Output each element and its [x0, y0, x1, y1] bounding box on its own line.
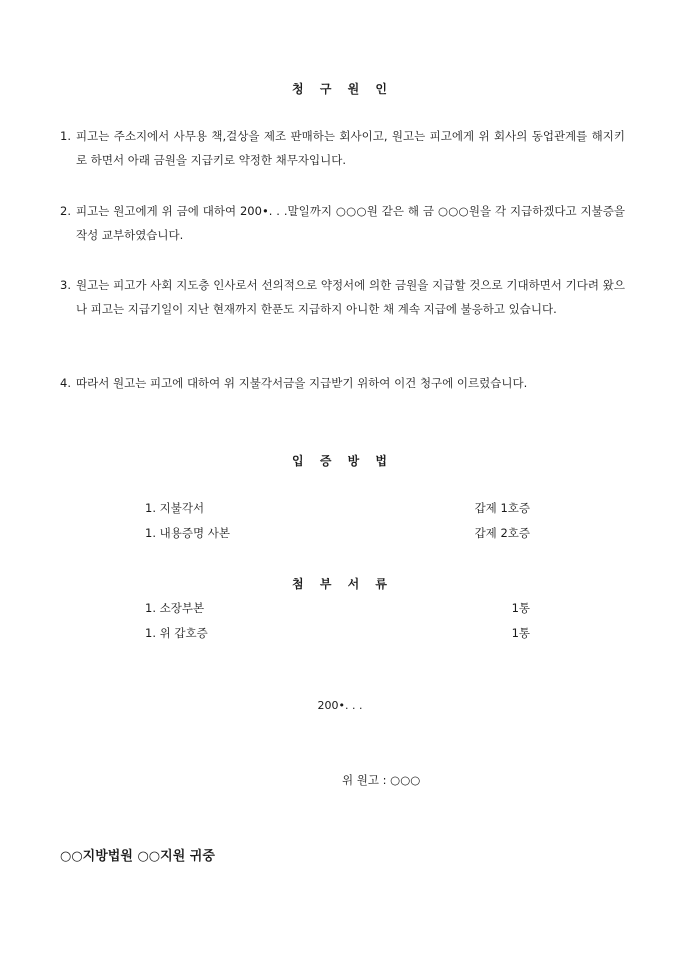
claim-text: 원고는 피고가 사회 지도층 인사로서 선의적으로 약정서에 의한 금원을 지급할 것으로 기대하면서 기다려 왔으나 피고는 지급기일이 지난 현재까지 한푼도 지급하지 아니한 채 계속 지급에 불응하고 있습니다. [76, 278, 625, 316]
attachments-title: 첨 부 서 류 [292, 577, 388, 591]
claim-item-1 [60, 124, 625, 172]
evidence-title: 입 증 방 법 [292, 454, 388, 468]
evidence-row-2 [145, 525, 530, 543]
claim-item-2 [60, 199, 625, 247]
court-addressee: ○○지방법원 ○○지원 귀중 [60, 849, 215, 864]
evidence-value: 갑제 1호증 [474, 501, 530, 515]
attachment-row-2 [145, 625, 530, 643]
claim-item-3 [60, 273, 625, 321]
claim-number: 2. [60, 204, 71, 218]
plaintiff-signature: 위 원고 : ○○○ [342, 773, 421, 787]
evidence-value: 갑제 2호증 [474, 526, 530, 540]
filing-date: 200•. . . [317, 699, 363, 712]
evidence-label: 1. 지불각서 [145, 501, 205, 515]
claim-text: 피고는 원고에게 위 금에 대하여 200•. . .말일까지 ○○○원 같은 해 금 ○○○원을 각 지급하겠다고 지불증을 작성 교부하였습니다. [76, 204, 625, 242]
claim-number: 1. [60, 129, 71, 143]
claim-text: 피고는 주소지에서 사무용 책,걸상을 제조 판매하는 회사이고, 원고는 피고에게 위 회사의 동업관계를 해지키로 하면서 아래 금원을 지급키로 약정한 채무자입니다. [76, 129, 625, 167]
attachment-label: 1. 위 갑호증 [145, 626, 208, 640]
claim-cause-title: 청 구 원 인 [292, 82, 388, 96]
attachment-row-1 [145, 600, 530, 618]
attachment-value: 1통 [511, 626, 530, 640]
claim-item-4 [60, 371, 625, 395]
claim-number: 4. [60, 376, 71, 390]
claim-text: 따라서 원고는 피고에 대하여 위 지불각서금을 지급받기 위하여 이건 청구에 이르렀습니다. [76, 376, 528, 390]
attachment-label: 1. 소장부본 [145, 601, 205, 615]
claim-number: 3. [60, 278, 71, 292]
attachment-value: 1통 [511, 601, 530, 615]
evidence-label: 1. 내용증명 사본 [145, 526, 230, 540]
evidence-row-1 [145, 500, 530, 518]
